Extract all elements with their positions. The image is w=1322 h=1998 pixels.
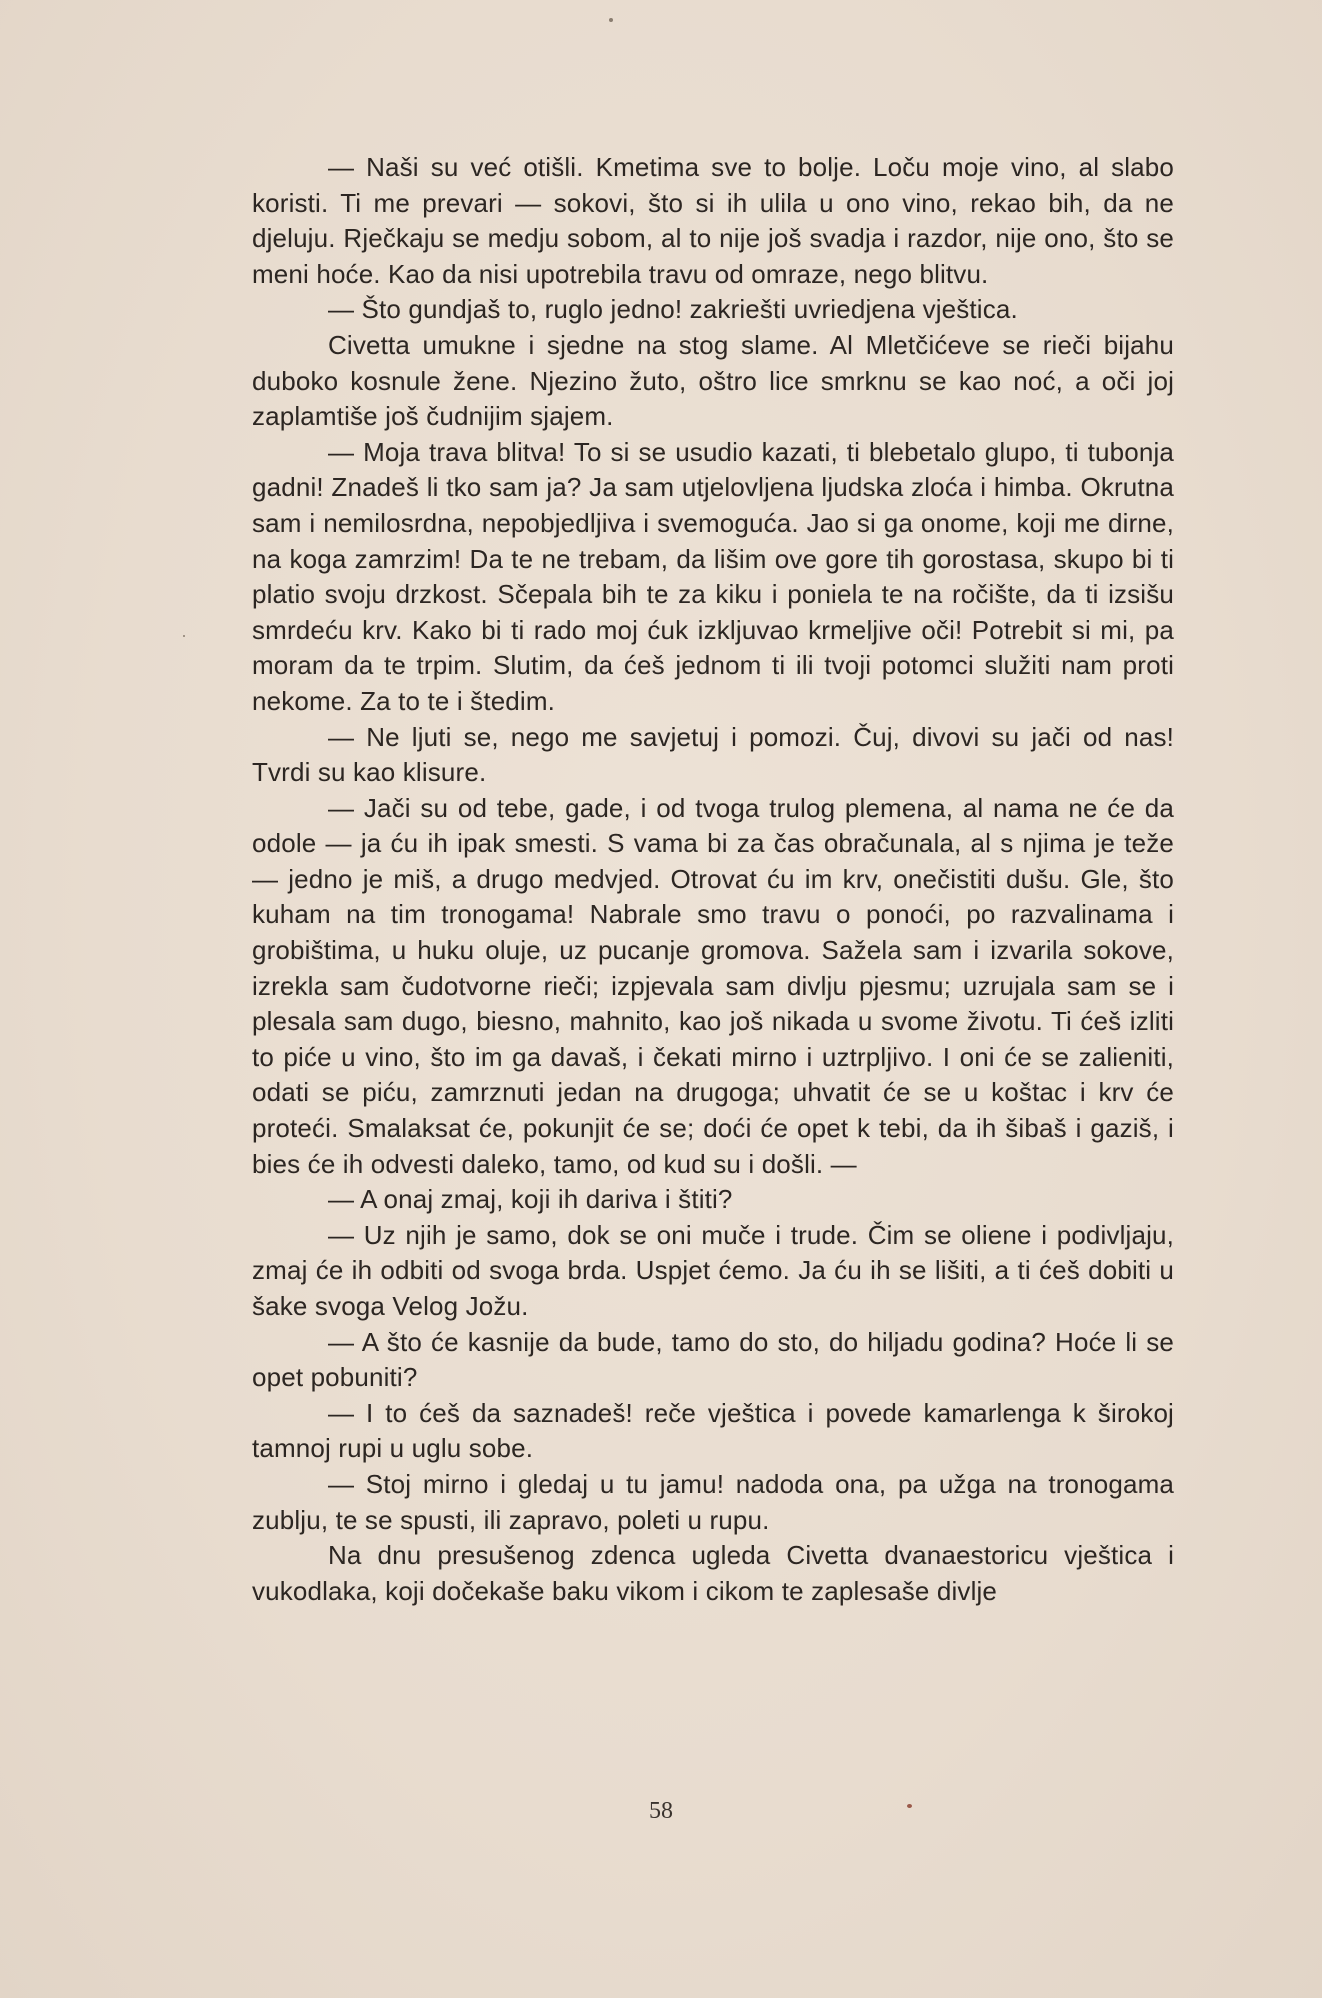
paper-speck bbox=[907, 1804, 912, 1808]
paragraph: — Moja trava blitva! To si se usudio kazati, ti blebetalo glupo, ti tubonja gadni! Znadeš li tko sam ja? Ja sam utjelovljena ljudska zloća i himba. Okrutna sam i nemilosrdna, nepobjedljiva i svemoguća. Jao si ga onome, koji me dirne, na koga zamrzim! Da te ne trebam, da lišim ove gore tih gorostasa, skupo bi ti platio svoju drzkost. Sčepala bih te za kiku i poniela te na ročište, da ti izsišu smrdeću krv. Kako bi ti rado moj ćuk izkljuvao krmeljive oči! Potrebit si mi, pa moram da te trpim. Slutim, da ćeš jednom ti ili tvoji potomci služiti nam proti nekome. Za to te i štedim. bbox=[252, 436, 1174, 716]
paragraph: — A onaj zmaj, koji ih dariva i štiti? bbox=[328, 1184, 733, 1215]
page-number: 58 bbox=[649, 1798, 673, 1824]
paragraph: Civetta umukne i sjedne na stog slame. Al Mletčićeve se rieči bijahu duboko kosnule žene. Njezino žuto, oštro lice smrknu se kao noć, a oči joj zaplamtiše još čudnijim sjajem. bbox=[252, 329, 1174, 432]
paragraph: — A što će kasnije da bude, tamo do sto, do hiljadu godina? Hoće li se opet pobuniti? bbox=[252, 1326, 1174, 1393]
paragraph: Na dnu presušenog zdenca ugleda Civetta dvanaestoricu vještica i vukodlaka, koji dočekaše baku vikom i cikom te zaplesaše divlje bbox=[252, 1540, 1174, 1606]
paragraph: — Što gundjaš to, ruglo jedno! zakriešti uvriedjena vještica. bbox=[328, 294, 1018, 325]
paragraph: — Stoj mirno i gledaj u tu jamu! nadoda ona, pa užga na tronogama zublju, te se spusti, ili zapravo, poleti u rupu. bbox=[252, 1468, 1174, 1535]
paragraph: — Jači su od tebe, gade, i od tvoga trulog plemena, al nama ne će da odole — ja ću ih ipak smesti. S vama bi za čas obračunala, al s njima je teže — jedno je miš, a drugo medvjed. Otrovat ću im krv, onečistiti dušu. Gle, što kuham na tim tronogama! Nabrale smo travu o ponoći, po razvalinama i grobištima, u huku oluje, uz pucanje gromova. Sažela sam i izvarila sokove, izrekla sam čudotvorne rieči; izpjevala sam divlju pjesmu; uzrujala sam se i plesala sam dugo, biesno, mahnito, kao još nikada u svome životu. Ti ćeš izliti to piće u vino, što im ga davaš, i čekati mirno i uztrpljivo. I oni će se zalieniti, odati se piću, zamrznuti jedan na drugoga; uhvatit će se u koštac i krv će proteći. Smalaksat će, pokunjit će se; doći će opet k tebi, da ih šibaš i gaziš, i bies će ih odvesti daleko, tamo, od kud su i došli. — bbox=[252, 792, 1174, 1179]
paragraph: — I to ćeš da saznadeš! reče vještica i povede kamarlenga k širokoj tamnoj rupi u uglu sobe. bbox=[252, 1397, 1174, 1464]
paragraph: — Ne ljuti se, nego me savjetuj i pomozi. Čuj, divovi su jači od nas! Tvrdi su kao klisure. bbox=[252, 721, 1174, 788]
paper-speck bbox=[183, 635, 185, 637]
paper-speck bbox=[609, 18, 613, 22]
body-text bbox=[252, 150, 1174, 1609]
paragraph: — Uz njih je samo, dok se oni muče i trude. Čim se oliene i podivljaju, zmaj će ih odbiti od svoga brda. Uspjet ćemo. Ja ću ih se lišiti, a ti ćeš dobiti u šake svoga Velog Jožu. bbox=[252, 1219, 1174, 1321]
paragraph: — Naši su već otišli. Kmetima sve to bolje. Loču moje vino, al slabo koristi. Ti me prevari — sokovi, što si ih ulila u ono vino, rekao bih, da ne djeluju. Rječkaju se medju sobom, al to nije još svadja i razdor, nije ono, što se meni hoće. Kao da nisi upotrebila travu od omraze, nego blitvu. bbox=[252, 152, 1174, 289]
